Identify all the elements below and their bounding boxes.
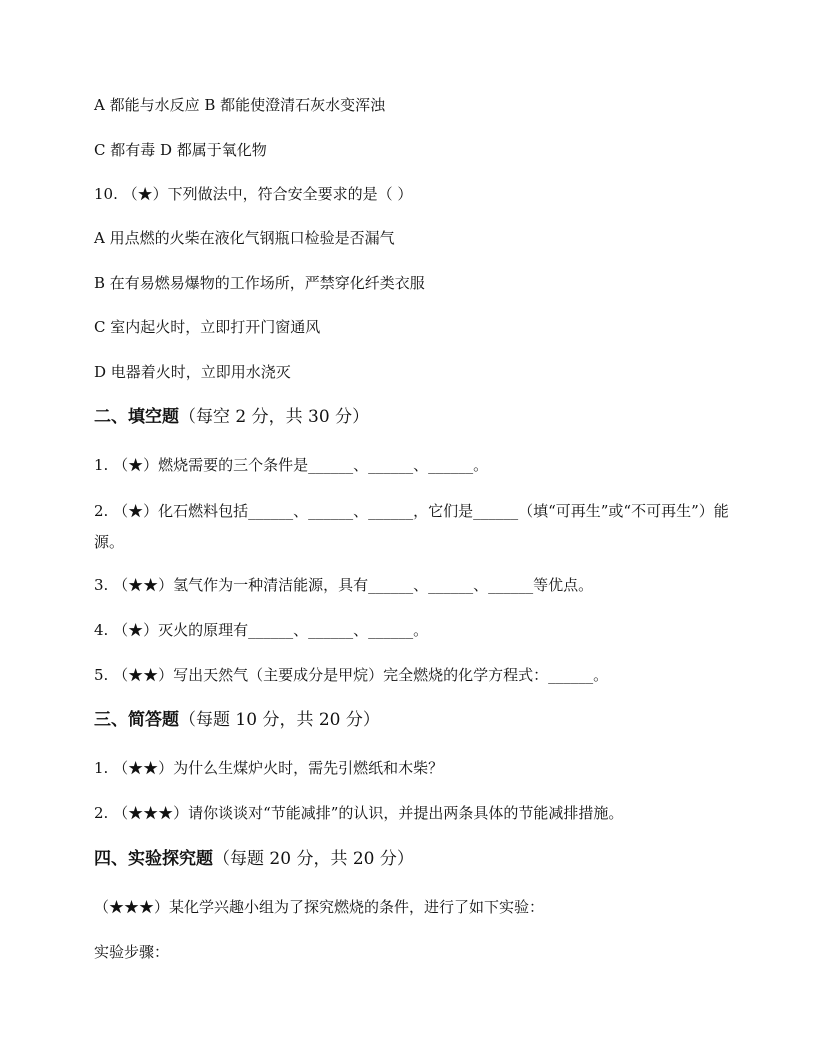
q9-options-ab: A 都能与水反应 B 都能使澄清石灰水变浑浊: [94, 96, 386, 114]
fill-question-1: 1. （★）燃烧需要的三个条件是______、______、______。: [94, 456, 489, 474]
section-note: （每题 10 分，共 20 分）: [179, 710, 380, 730]
q10-option-b: B 在有易燃易爆物的工作场所，严禁穿化纤类衣服: [94, 274, 425, 292]
section-note: （每空 2 分，共 30 分）: [179, 407, 370, 427]
section-heading-experiment: [94, 849, 756, 869]
fill-question-3: 3. （★★）氢气作为一种清洁能源，具有______、______、______等优点。: [94, 576, 594, 594]
section-title: 四、实验探究题: [94, 849, 213, 869]
experiment-steps-label: 实验步骤：: [94, 943, 170, 961]
section-heading-short-answer: [94, 710, 756, 730]
fill-question-5: 5. （★★）写出天然气（主要成分是甲烷）完全燃烧的化学方程式：______。: [94, 666, 609, 684]
short-answer-question-2: 2. （★★★）请你谈谈对“节能减排”的认识，并提出两条具体的节能减排措施。: [94, 804, 624, 822]
q10-option-c: C 室内起火时，立即打开门窗通风: [94, 318, 321, 336]
fill-question-2: 2. （★）化石燃料包括______、______、______，它们是______（填“可再生”或“不可再生”）能源。: [94, 502, 729, 551]
fill-question-4: 4. （★）灭火的原理有______、______、______。: [94, 621, 429, 639]
question-10: 10. （★）下列做法中，符合安全要求的是（ ）: [94, 185, 413, 203]
q10-option-a: A 用点燃的火柴在液化气钢瓶口检验是否漏气: [94, 229, 395, 247]
section-note: （每题 20 分，共 20 分）: [213, 849, 414, 869]
q10-option-d: D 电器着火时，立即用水浇灭: [94, 363, 291, 381]
section-heading-fill-blank: [94, 407, 756, 427]
q9-options-cd: C 都有毒 D 都属于氧化物: [94, 141, 267, 159]
section-title: 三、简答题: [94, 710, 179, 730]
experiment-intro: （★★★）某化学兴趣小组为了探究燃烧的条件，进行了如下实验：: [94, 898, 545, 916]
short-answer-question-1: 1. （★★）为什么生煤炉火时，需先引燃纸和木柴？: [94, 759, 444, 777]
section-title: 二、填空题: [94, 407, 179, 427]
